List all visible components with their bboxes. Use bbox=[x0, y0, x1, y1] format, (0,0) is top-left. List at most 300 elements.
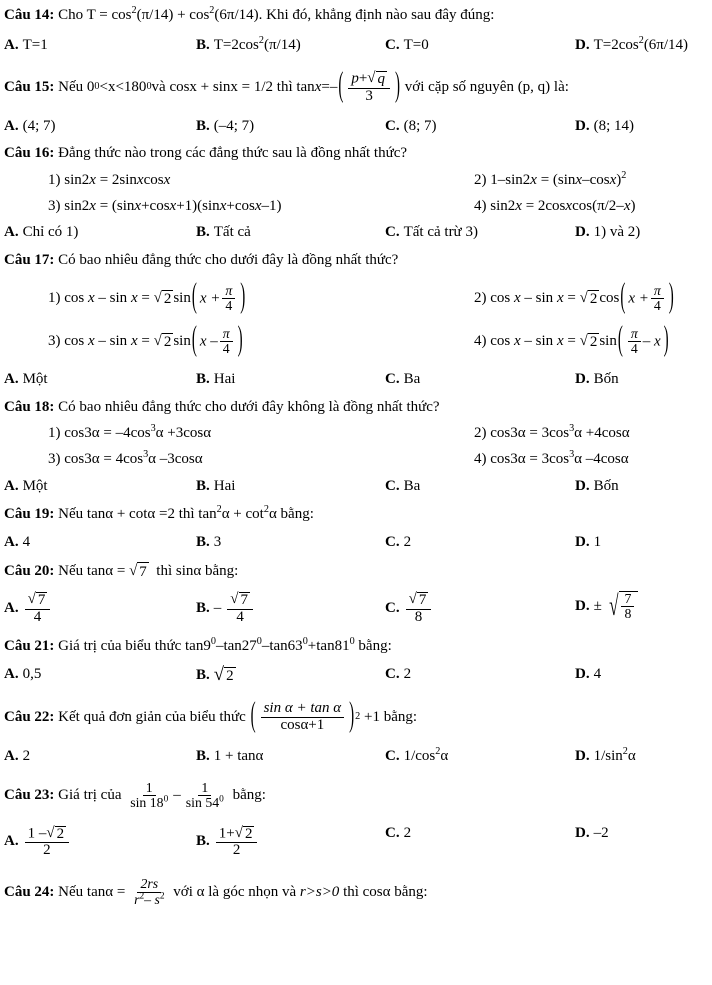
option-letter: C. bbox=[385, 36, 400, 53]
cau19-option-c[interactable] bbox=[385, 534, 575, 551]
option-text: $T=2\cos^2(\pi/14)$ bbox=[213, 34, 301, 53]
option-fraction bbox=[621, 592, 634, 622]
sqrt-icon: √ 2 bbox=[579, 290, 598, 308]
cau22-option-a[interactable] bbox=[4, 748, 196, 765]
cau19-option-a[interactable] bbox=[4, 534, 196, 551]
option-letter: A. bbox=[4, 666, 19, 683]
sqrt-icon: √ 7 bbox=[129, 563, 147, 581]
cau21-p1: Giá trị của biểu thức tan9 bbox=[58, 638, 211, 655]
question-cau14-prompt bbox=[0, 6, 712, 25]
option-letter: D. bbox=[575, 597, 590, 614]
option-letter: C. bbox=[385, 478, 400, 495]
item-text: sin2x = (sinx+cosx+1)(sinx+cosx–1) bbox=[64, 198, 282, 214]
frac-den: 2 bbox=[43, 842, 51, 859]
option-letter: A. bbox=[4, 478, 19, 495]
question-label-cau22: Câu 22: bbox=[4, 709, 55, 726]
cau17-options bbox=[0, 371, 712, 388]
cau15-num-p: p bbox=[351, 70, 359, 87]
paren-right: ) bbox=[237, 321, 243, 360]
cau17-option-d[interactable] bbox=[575, 371, 712, 388]
cau16-items-row2 bbox=[0, 198, 712, 215]
cau21-option-c[interactable] bbox=[385, 666, 575, 683]
cau18-options bbox=[0, 478, 712, 495]
frac-num: 1 bbox=[198, 781, 211, 796]
frac-den: 4 bbox=[225, 298, 233, 314]
cau23-p1: Giá trị của bbox=[58, 787, 122, 804]
frac-den: 8 bbox=[624, 606, 632, 622]
cau17-item-2 bbox=[474, 278, 712, 317]
option-text: Ba bbox=[403, 478, 421, 495]
option-text: –2 bbox=[593, 824, 609, 841]
cau14-sup1: 2 bbox=[131, 5, 137, 16]
question-cau20-prompt bbox=[0, 561, 712, 582]
option-text: 0,5 bbox=[22, 666, 42, 683]
item-number: 3) bbox=[48, 451, 61, 468]
frac-den-sup: 0 bbox=[163, 794, 169, 805]
cau15-p2: <x<180 bbox=[99, 78, 147, 95]
question-cau22-prompt: Câu 22: Kết quả đơn giản của biểu thức ( $\frac{\text{sin α + tan α}}{\cos\alpha+1}$ ) 2 +1 bằng: bbox=[4, 697, 418, 736]
cau23-minus: – bbox=[173, 787, 181, 804]
frac-den: 4 bbox=[653, 298, 661, 314]
frac-den-r: r bbox=[134, 891, 140, 907]
cau21-s1: 0 bbox=[210, 636, 216, 648]
question-label-cau24: Câu 24: bbox=[4, 883, 55, 900]
cau24-p2: với α là góc nhọn và bbox=[173, 883, 297, 900]
item-number: 2) bbox=[474, 290, 487, 307]
sqrt-icon: √ 7 bbox=[27, 591, 46, 608]
option-letter: B. bbox=[196, 36, 210, 53]
cau16-option-c[interactable] bbox=[385, 224, 575, 241]
option-letter: A. bbox=[4, 224, 19, 240]
item-text: $1-\sin 2x = (\sin x-\cos x)^2$ bbox=[490, 170, 627, 188]
cau18-option-d[interactable] bbox=[575, 478, 712, 495]
item-pre: cos3α = 4cos bbox=[64, 451, 144, 468]
item-number: 3) bbox=[48, 198, 61, 214]
sqrt-icon: √ 7 bbox=[230, 591, 248, 608]
option-letter: C. bbox=[385, 118, 400, 135]
item-pre: cos3α = 3cos bbox=[490, 425, 570, 442]
question-cau21-prompt bbox=[0, 637, 712, 656]
cau18-option-c[interactable] bbox=[385, 478, 575, 495]
option-fraction bbox=[25, 591, 51, 626]
item-pre: cos3α = 3cos bbox=[490, 451, 570, 468]
cau21-option-b[interactable] bbox=[196, 666, 385, 685]
item-pre: cos3α = –4cos bbox=[64, 425, 151, 442]
cau17-prompt-text: Có bao nhiêu đẳng thức cho dưới đây là đồng nhất thức? bbox=[58, 252, 399, 268]
frac-den: 2 bbox=[232, 842, 241, 859]
option-letter: C. bbox=[385, 599, 400, 616]
item-post: α +4cosα bbox=[574, 425, 630, 442]
cau16-option-d[interactable] bbox=[575, 224, 712, 241]
frac-num: 7 bbox=[418, 591, 427, 608]
option-letter: C. bbox=[385, 824, 400, 841]
cau16-item-3 bbox=[4, 198, 474, 215]
cau23-fraction-1 bbox=[127, 781, 171, 811]
cau20-sqrt: 7 bbox=[139, 564, 147, 581]
cau14-option-d[interactable] bbox=[575, 34, 712, 54]
option-text: Bốn bbox=[593, 370, 619, 387]
cau19-options bbox=[0, 534, 712, 551]
paren-group bbox=[617, 321, 670, 360]
frac-num: 7 bbox=[240, 591, 248, 608]
frac-num-pre: 1 – bbox=[27, 824, 47, 841]
cau18-prompt-text: Có bao nhiêu đẳng thức cho dưới đây không là đồng nhất thức? bbox=[58, 398, 440, 415]
question-cau23-prompt bbox=[0, 781, 712, 811]
cau19-option-d[interactable] bbox=[575, 534, 712, 551]
cau20-options bbox=[0, 591, 712, 626]
option-text: Hai bbox=[213, 478, 236, 495]
item-fn: sin bbox=[599, 333, 617, 350]
cau21-p3: –tan63 bbox=[261, 638, 303, 655]
question-label-cau21: Câu 21: bbox=[4, 638, 55, 655]
cau24-p1: Nếu tanα = bbox=[58, 883, 126, 900]
option-fraction bbox=[25, 825, 69, 860]
option-text: 4 bbox=[22, 534, 31, 551]
cau19-sup1: 2 bbox=[216, 504, 222, 516]
cau18-item-1 bbox=[4, 425, 474, 442]
cau17-option-c[interactable] bbox=[385, 371, 575, 388]
option-letter: C. bbox=[385, 370, 400, 387]
option-text: Chỉ có 1) bbox=[22, 224, 79, 240]
option-text: 1 + tanα bbox=[213, 747, 264, 764]
cau15-var: x bbox=[314, 78, 322, 95]
cau15-p5: với cặp số nguyên (p, q) là: bbox=[404, 78, 569, 95]
cau14-option-c[interactable] bbox=[385, 37, 575, 54]
option-letter: B. bbox=[196, 534, 210, 551]
sqrt-icon: √ 2 bbox=[579, 333, 598, 351]
cau14-options bbox=[0, 34, 712, 54]
sqrt-icon: √ 2 bbox=[153, 290, 172, 308]
cau15-p1: Nếu 0 bbox=[58, 78, 95, 95]
item-lhs: cos x – sin x = bbox=[64, 290, 150, 307]
option-fraction bbox=[216, 825, 258, 860]
option-letter: B. bbox=[196, 224, 210, 240]
option-letter: D. bbox=[575, 747, 590, 764]
option-text: (–4; 7) bbox=[213, 118, 255, 135]
item-fn: cos bbox=[599, 290, 620, 307]
paren-group bbox=[191, 321, 244, 360]
paren-right: ) bbox=[395, 67, 401, 105]
option-text: 2 bbox=[403, 666, 412, 683]
cau21-s2: 0 bbox=[256, 636, 262, 648]
option-letter: B. bbox=[196, 478, 210, 495]
cau14-sup2: 2 bbox=[209, 5, 215, 16]
item-text: sin2x = 2cosxcos(π/2–x) bbox=[490, 198, 636, 214]
sqrt-icon: √ 2 bbox=[234, 825, 253, 842]
item-post: α –3cosα bbox=[148, 451, 203, 468]
cau21-p2: –tan27 bbox=[215, 638, 257, 655]
cau17-coef-1: 2 bbox=[163, 291, 172, 308]
cau22-fraction bbox=[261, 701, 345, 734]
cau18-items-row1 bbox=[0, 425, 712, 442]
frac-num-sqrt: 2 bbox=[56, 825, 65, 842]
pi-over-4 bbox=[220, 327, 233, 357]
cau14-option-b[interactable] bbox=[196, 34, 385, 54]
frac-den: 4 bbox=[33, 608, 42, 625]
item-fn: sin bbox=[173, 290, 191, 307]
frac-num: π bbox=[220, 327, 233, 342]
option-text: 2 bbox=[403, 824, 412, 841]
question-label-cau15: Câu 15: bbox=[4, 78, 55, 95]
pi-over-4 bbox=[222, 284, 235, 314]
cau21-option-a[interactable] bbox=[4, 666, 196, 683]
cau19-p1: Nếu tanα + cotα =2 thì tan bbox=[58, 506, 217, 523]
cau20-option-d[interactable] bbox=[575, 591, 712, 622]
cau15-option-b[interactable] bbox=[196, 118, 385, 135]
cau17-option-b[interactable] bbox=[196, 371, 385, 388]
question-label-cau19: Câu 19: bbox=[4, 506, 55, 523]
paren-left: ( bbox=[620, 278, 626, 317]
item-post: α +3cosα bbox=[155, 425, 212, 442]
sqrt-icon: √ $\frac{7}{8}$ bbox=[606, 591, 639, 622]
cau17-coef-2: 2 bbox=[589, 291, 598, 308]
cau17-items-row2 bbox=[0, 321, 712, 360]
cau23-fraction-2 bbox=[183, 781, 227, 811]
question-cau19-prompt bbox=[0, 505, 712, 524]
option-letter: D. bbox=[575, 118, 590, 135]
option-letter: A. bbox=[4, 747, 19, 764]
cau15-p3: và cosx + sinx = 1/2 thì tan bbox=[151, 78, 315, 95]
frac-den-sup2: 2 bbox=[159, 891, 165, 902]
frac-den-sup: 0 bbox=[219, 794, 224, 805]
cau15-fraction bbox=[348, 70, 390, 105]
option-letter: B. bbox=[196, 118, 210, 135]
option-letter: D. bbox=[575, 36, 590, 53]
frac-num: sin α + tan α bbox=[261, 701, 345, 718]
cau19-p3: α bằng: bbox=[268, 506, 314, 523]
option-text: $T=2\cos^2(6\pi/14)$ bbox=[593, 34, 689, 53]
sqrt-icon: √ 2 bbox=[46, 825, 65, 842]
cau19-sup2: 2 bbox=[263, 504, 269, 516]
option-letter: D. bbox=[575, 478, 590, 495]
question-cau15-prompt: Câu 15: Nếu 0 0 <x<180 0 và cosx + sinx = 1/2 thì tan x = – ( p+ √ q 3 ) với cặp số nguyên (p, q) là: bbox=[4, 67, 569, 105]
paren-left: ( bbox=[191, 321, 197, 360]
cau20-option-c[interactable] bbox=[385, 591, 575, 626]
question-cau24-prompt bbox=[0, 877, 712, 907]
frac-den: cosα+1 bbox=[280, 716, 325, 733]
option-fraction bbox=[406, 591, 432, 626]
option-letter: A. bbox=[4, 534, 19, 551]
cau16-item-4 bbox=[474, 198, 712, 215]
option-text: $1/\sin^2\alpha$ bbox=[593, 745, 636, 764]
cau16-option-a[interactable] bbox=[4, 224, 196, 241]
pi-over-4 bbox=[651, 284, 664, 314]
cau17-inner-b-4: – x bbox=[642, 333, 661, 350]
frac-den: 4 bbox=[630, 341, 638, 357]
paren-left: ( bbox=[191, 278, 197, 317]
option-sign: ± bbox=[593, 597, 602, 614]
option-letter: C. bbox=[385, 666, 400, 683]
cau14-lead: Cho T = cos bbox=[58, 7, 132, 23]
item-number: 2) bbox=[474, 425, 487, 442]
item-sup: 3 bbox=[143, 449, 149, 461]
paren-group bbox=[250, 697, 356, 736]
cau22-p1: Kết quả đơn giản của biểu thức bbox=[58, 709, 246, 726]
cau22-option-c[interactable] bbox=[385, 745, 575, 765]
cau16-items-row1 bbox=[0, 172, 712, 189]
option-text: Một bbox=[22, 370, 48, 387]
cau19-p2: α + cot bbox=[221, 506, 264, 523]
cau23-option-a[interactable] bbox=[4, 825, 196, 860]
cau22-options bbox=[0, 745, 712, 765]
option-text: Bốn bbox=[593, 478, 619, 495]
option-text: Tất cả bbox=[213, 224, 251, 240]
question-cau17-prompt bbox=[0, 251, 712, 270]
cau18-item-3 bbox=[4, 451, 474, 468]
cau20-p1: Nếu tanα = bbox=[58, 563, 126, 580]
option-letter: B. bbox=[196, 370, 210, 387]
item-number: 4) bbox=[474, 198, 487, 214]
cau18-items-row2 bbox=[0, 451, 712, 468]
cau17-coef-3: 2 bbox=[163, 334, 172, 351]
option-letter: D. bbox=[575, 666, 590, 683]
question-label-cau20: Câu 20: bbox=[4, 563, 55, 580]
option-letter: D. bbox=[575, 224, 590, 240]
item-sup: 3 bbox=[569, 449, 575, 461]
option-text: (8; 14) bbox=[593, 118, 635, 135]
option-letter: B. bbox=[196, 599, 210, 616]
cau18-option-a[interactable] bbox=[4, 478, 196, 495]
cau19-option-b[interactable] bbox=[196, 534, 385, 551]
frac-num: 7 bbox=[621, 592, 634, 607]
cau15-options bbox=[0, 118, 712, 135]
frac-num: 7 bbox=[37, 591, 46, 608]
cau16-item-2 bbox=[474, 172, 712, 189]
item-number: 1) bbox=[48, 290, 61, 307]
frac-den: sin 18 bbox=[130, 795, 164, 811]
frac-den: 4 bbox=[222, 341, 230, 357]
option-letter: A. bbox=[4, 599, 19, 616]
option-text: 2 bbox=[22, 747, 31, 764]
option-letter: D. bbox=[575, 370, 590, 387]
cau15-num-plus: + bbox=[358, 70, 368, 87]
cau23-option-c[interactable] bbox=[385, 825, 575, 842]
question-label-cau23: Câu 23: bbox=[4, 787, 55, 804]
cau21-option-d[interactable] bbox=[575, 666, 712, 683]
cau21-s3: 0 bbox=[302, 636, 308, 648]
cau15-option-c[interactable] bbox=[385, 118, 575, 135]
option-letter: A. bbox=[4, 833, 19, 850]
cau15-option-a[interactable] bbox=[4, 118, 196, 135]
cau22-option-b[interactable] bbox=[196, 748, 385, 765]
question-cau18-prompt bbox=[0, 398, 712, 417]
cau18-option-b[interactable] bbox=[196, 478, 385, 495]
cau20-option-a[interactable] bbox=[4, 591, 196, 626]
option-letter: D. bbox=[575, 534, 590, 551]
frac-den: 4 bbox=[236, 608, 244, 625]
frac-den-minus: – s bbox=[144, 891, 160, 907]
cau16-item-1 bbox=[4, 172, 474, 189]
cau21-s4: 0 bbox=[349, 636, 355, 648]
item-number: 1) bbox=[48, 172, 61, 188]
option-text: 1 bbox=[593, 534, 602, 551]
option-text: T=0 bbox=[403, 36, 429, 53]
frac-den-sup1: 2 bbox=[139, 891, 145, 902]
item-number: 4) bbox=[474, 333, 487, 350]
option-letter: C. bbox=[385, 534, 400, 551]
option-letter: C. bbox=[385, 224, 400, 240]
paren-left: ( bbox=[617, 321, 623, 360]
item-lhs: cos x – sin x = bbox=[490, 333, 576, 350]
option-text: (8; 7) bbox=[403, 118, 437, 135]
cau17-item-4 bbox=[474, 321, 712, 360]
cau21-options bbox=[0, 666, 712, 685]
paren-right: ) bbox=[349, 697, 355, 736]
option-fraction bbox=[227, 591, 253, 626]
option-letter: D. bbox=[575, 824, 590, 841]
cau23-p2: bằng: bbox=[232, 787, 266, 804]
cau23-option-d[interactable] bbox=[575, 825, 712, 842]
cau18-item-4 bbox=[474, 451, 712, 468]
paren-left: ( bbox=[250, 697, 256, 736]
option-text: 1) và 2) bbox=[593, 224, 641, 240]
option-text: Tất cả trừ 3) bbox=[403, 224, 478, 240]
item-sup: 3 bbox=[569, 423, 575, 435]
cau17-inner-a-3: x – bbox=[199, 333, 218, 350]
item-number: 1) bbox=[48, 425, 61, 442]
paren-group bbox=[191, 278, 246, 317]
cau22-option-d[interactable] bbox=[575, 745, 712, 765]
cau23-options bbox=[0, 825, 712, 860]
item-post: α –4cosα bbox=[574, 451, 629, 468]
item-sup: 3 bbox=[150, 423, 156, 435]
item-number: 2) bbox=[474, 172, 487, 188]
cau22-p2: +1 bằng: bbox=[363, 709, 418, 726]
option-letter: A. bbox=[4, 36, 19, 53]
cau23-option-b[interactable] bbox=[196, 825, 385, 860]
sqrt-icon: √ 7 bbox=[408, 591, 427, 608]
option-text: 3 bbox=[213, 534, 222, 551]
paren-left: ( bbox=[338, 67, 344, 105]
item-text: sin2x = 2sinxcosx bbox=[64, 172, 171, 188]
option-text: (4; 7) bbox=[22, 118, 56, 135]
cau24-fraction bbox=[131, 877, 167, 907]
cau14-arg1: (π/14) + cos bbox=[136, 7, 210, 23]
option-text: Một bbox=[22, 478, 48, 495]
cau15-option-d[interactable] bbox=[575, 118, 712, 135]
cau17-option-a[interactable] bbox=[4, 371, 196, 388]
frac-num: 2rs bbox=[137, 877, 161, 892]
item-number: 4) bbox=[474, 451, 487, 468]
item-lhs: cos x – sin x = bbox=[490, 290, 576, 307]
cau17-inner-a-1: x + bbox=[199, 290, 221, 307]
frac-num: 1 bbox=[143, 781, 156, 796]
cau20-p2: thì sinα bằng: bbox=[156, 563, 239, 580]
cau17-coef-4: 2 bbox=[589, 334, 598, 351]
cau15-den: 3 bbox=[365, 87, 373, 104]
cau20-option-b[interactable] bbox=[196, 591, 385, 626]
paren-right: ) bbox=[240, 278, 246, 317]
item-fn: sin bbox=[173, 333, 191, 350]
question-label-cau16: Câu 16: bbox=[4, 145, 55, 162]
cau15-paren-group bbox=[337, 67, 401, 105]
item-number: 3) bbox=[48, 333, 61, 350]
cau21-p5: bằng: bbox=[354, 638, 392, 655]
question-label-cau18: Câu 18: bbox=[4, 398, 55, 415]
option-letter: A. bbox=[4, 370, 19, 387]
cau14-arg2: (6π/14). Khi đó, khẳng định nào sau đây đúng: bbox=[214, 7, 495, 23]
item-lhs: cos x – sin x = bbox=[64, 333, 150, 350]
cau17-items-row1 bbox=[0, 278, 712, 317]
sqrt-icon: √ 2 bbox=[153, 333, 172, 351]
cau17-inner-a-2: x + bbox=[628, 290, 649, 307]
question-cau16-prompt bbox=[0, 144, 712, 163]
cau15-minus: – bbox=[329, 78, 338, 95]
cau24-p3: thì cosα bằng: bbox=[343, 883, 428, 900]
sqrt-icon: √ q bbox=[367, 70, 386, 87]
cau14-option-a[interactable] bbox=[4, 37, 196, 54]
cau16-option-b[interactable] bbox=[196, 224, 385, 241]
